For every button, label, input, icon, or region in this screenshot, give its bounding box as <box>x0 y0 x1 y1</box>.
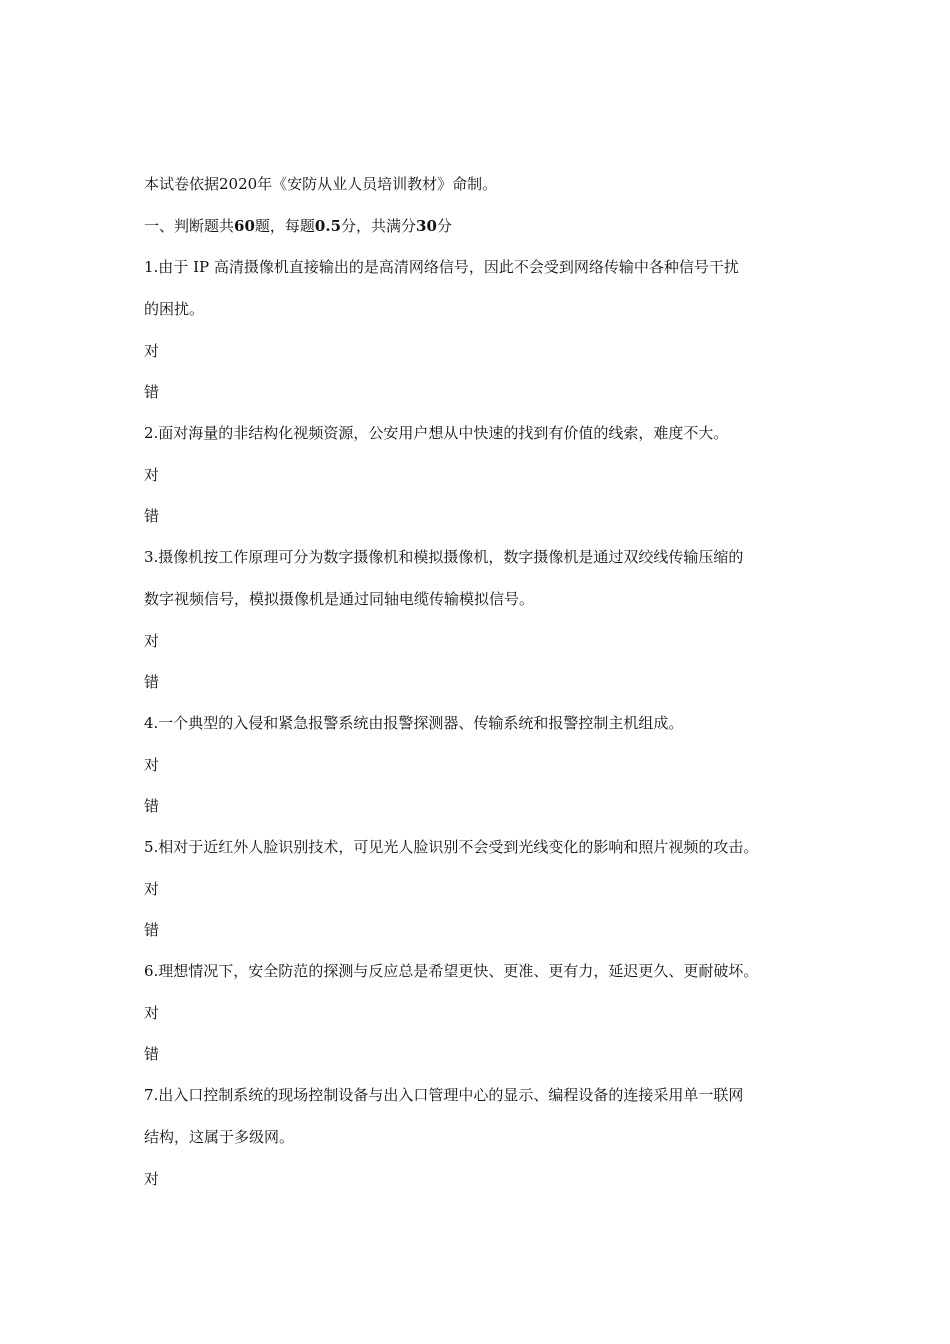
question-3-line-1: 3.摄像机按工作原理可分为数字摄像机和模拟摄像机，数字摄像机是通过双绞线传输压缩的 <box>144 548 744 566</box>
question-4-line-1: 4.一个典型的入侵和紧急报警系统由报警探测器、传输系统和报警控制主机组成。 <box>144 714 684 732</box>
question-2-option-false[interactable]: 错 <box>144 507 160 525</box>
question-6-option-true[interactable]: 对 <box>144 1004 160 1022</box>
question-6-option-false[interactable]: 错 <box>144 1045 160 1063</box>
question-count: 60 <box>234 217 255 235</box>
question-1-option-false[interactable]: 错 <box>144 383 160 401</box>
heading-suffix: 分 <box>436 217 452 235</box>
question-2-line-1: 2.面对海量的非结构化视频资源，公安用户想从中快速的找到有价值的线索，难度不大。 <box>144 424 729 442</box>
question-3-line-2: 数字视频信号，模拟摄像机是通过同轴电缆传输模拟信号。 <box>144 590 535 608</box>
question-5-option-false[interactable]: 错 <box>144 921 160 939</box>
question-5-option-true[interactable]: 对 <box>144 880 160 898</box>
question-4-option-true[interactable]: 对 <box>144 756 160 774</box>
heading-prefix: 一、判断题共 <box>144 217 235 235</box>
question-1-line-1: 1.由于 IP 高清摄像机直接输出的是高清网络信号，因此不会受到网络传输中各种信号干扰 <box>144 258 739 276</box>
total-points: 30 <box>416 217 437 235</box>
question-3-option-true[interactable]: 对 <box>144 632 160 650</box>
question-1-option-true[interactable]: 对 <box>144 342 160 360</box>
question-7-line-2: 结构，这属于多级网。 <box>144 1128 295 1146</box>
heading-mid1: 题，每题 <box>254 217 315 235</box>
question-6-line-1: 6.理想情况下，安全防范的探测与反应总是希望更快、更准、更有力，延迟更久、更耐破坏。 <box>144 962 759 980</box>
points-each: 0.5 <box>314 217 342 235</box>
section-heading <box>144 216 452 236</box>
question-2-option-true[interactable]: 对 <box>144 466 160 484</box>
question-4-option-false[interactable]: 错 <box>144 797 160 815</box>
question-5-line-1: 5.相对于近红外人脸识别技术，可见光人脸识别不会受到光线变化的影响和照片视频的攻击。 <box>144 838 759 856</box>
heading-mid2: 分，共满分 <box>341 217 417 235</box>
question-1-line-2: 的困扰。 <box>144 300 205 318</box>
intro-text: 本试卷依据2020年《安防从业人员培训教材》命制。 <box>144 175 498 193</box>
question-3-option-false[interactable]: 错 <box>144 673 160 691</box>
question-7-line-1: 7.出入口控制系统的现场控制设备与出入口管理中心的显示、编程设备的连接采用单一联网 <box>144 1086 744 1104</box>
question-7-option-true[interactable]: 对 <box>144 1170 160 1188</box>
